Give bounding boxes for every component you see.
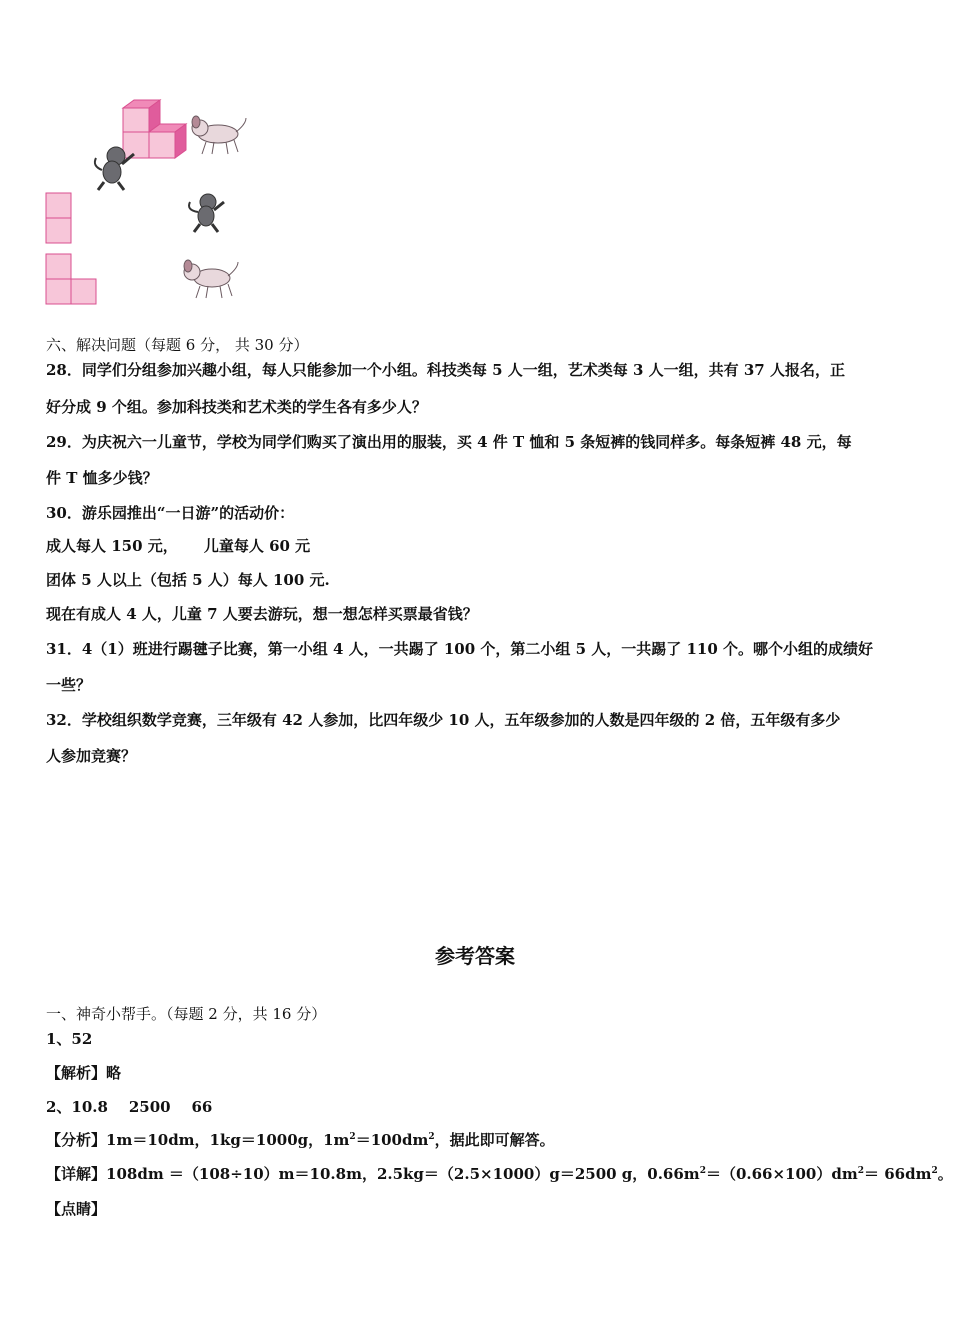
answer-1: 1、52 — [46, 1030, 93, 1048]
left-view-shape — [46, 193, 71, 243]
superscript: 2 — [699, 1166, 706, 1176]
question-30-line-4: 现在有成人 4 人，儿童 7 人要去游玩，想一想怎样买票最省钱？ — [46, 605, 478, 623]
question-30-line-3: 团体 5 人以上（包括 5 人）每人 100 元. — [46, 571, 330, 589]
question-31-line-2: 一些？ — [46, 676, 92, 694]
superscript: 2 — [857, 1166, 864, 1176]
fenxi-text-1: 1m＝10dm，1kg＝1000g，1m — [106, 1131, 350, 1149]
answers-title: 参考答案 — [435, 944, 515, 968]
views-figure — [40, 92, 270, 312]
answer-1-analysis: 【解析】略 — [46, 1064, 122, 1082]
dog-icon — [192, 116, 246, 154]
question-29-line-2: 件 T 恤多少钱？ — [46, 469, 158, 487]
xiangjie-text-2: ＝（0.66×100）dm — [705, 1165, 858, 1183]
section-heading: 六、解决问题（每题 6 分， 共 30 分） — [46, 336, 309, 354]
question-32-line-2: 人参加竞赛？ — [46, 747, 137, 765]
question-30-line-2: 成人每人 150 元， 儿童每人 60 元 — [46, 537, 311, 555]
superscript: 2 — [349, 1132, 356, 1142]
xiangjie-text-4: 。 — [937, 1165, 953, 1183]
question-29-line-1: 29．为庆祝六一儿童节，学校为同学们购买了演出用的服装，买 4 件 T 恤和 5 条短裤的钱同样多。每条短裤 48 元，每 — [46, 433, 852, 451]
question-32-line-1: 32．学校组织数学竞赛，三年级有 42 人参加，比四年级少 10 人，五年级参加的人数是四年级的 2 倍，五年级有多少 — [46, 711, 841, 729]
superscript: 2 — [428, 1132, 435, 1142]
fenxi-label: 【分析】 — [46, 1131, 107, 1149]
answers-section-heading: 一、神奇小帮手。（每题 2 分，共 16 分） — [46, 1005, 327, 1023]
monkey-icon — [189, 194, 224, 232]
fenxi-text-2: ＝100dm — [355, 1131, 429, 1149]
question-28-line-2: 好分成 9 个组。参加科技类和艺术类的学生各有多少人？ — [46, 398, 427, 416]
answer-2-dianjing: 【点睛】 — [46, 1200, 107, 1218]
answer-2: 2、10.8 2500 66 — [46, 1098, 213, 1116]
fenxi-text-3: ，据此即可解答。 — [434, 1131, 555, 1149]
xiangjie-label: 【详解】 — [46, 1165, 107, 1183]
answer-2-fenxi — [46, 1130, 911, 1150]
cube-stack — [123, 100, 186, 158]
xiangjie-text-3: ＝ 66dm — [864, 1165, 932, 1183]
dog-icon — [184, 260, 238, 298]
question-28-line-1: 28．同学们分组参加兴趣小组，每人只能参加一个小组。科技类每 5 人一组，艺术类每 3 人一组，共有 37 人报名，正 — [46, 361, 845, 379]
question-31-line-1: 31．4（1）班进行踢毽子比赛，第一小组 4 人，一共踢了 100 个，第二小组 5 人，一共踢了 110 个。哪个小组的成绩好 — [46, 640, 874, 658]
xiangjie-text-1: 108dm ＝（108÷10）m＝10.8m，2.5kg＝（2.5×1000）g＝2500 g，0.66m — [106, 1165, 700, 1183]
question-30-line-1: 30．游乐园推出“一日游”的活动价： — [46, 504, 295, 522]
front-view-shape — [46, 254, 96, 304]
superscript: 2 — [931, 1166, 938, 1176]
answer-2-xiangjie — [46, 1164, 953, 1184]
